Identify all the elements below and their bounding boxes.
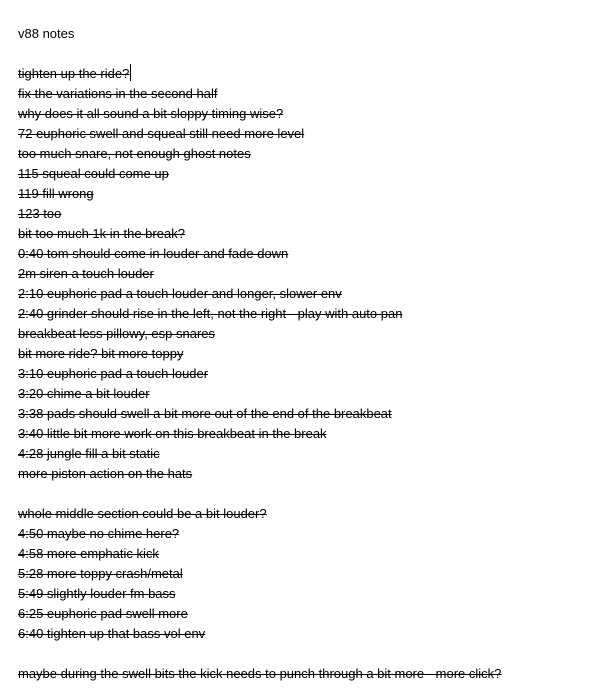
note-line	[18, 264, 583, 284]
note-text: 72 euphoric swell and squeal still need more level	[18, 126, 305, 141]
note-text: too much snare, not enough ghost notes	[18, 146, 251, 161]
note-line	[18, 564, 583, 584]
note-text: whole middle section could be a bit louder?	[18, 506, 267, 521]
note-text: 3:10 euphoric pad a touch louder	[18, 366, 209, 381]
note-line	[18, 144, 583, 164]
note-line	[18, 544, 583, 564]
note-text: more piston action on the hats	[18, 466, 193, 481]
note-text: 119 fill wrong	[18, 186, 94, 201]
blank-line	[18, 44, 583, 64]
note-text: 6:40 tighten up that bass vol env	[18, 626, 206, 641]
note-line	[18, 404, 583, 424]
note-line	[18, 84, 583, 104]
note-line	[18, 204, 583, 224]
notes-group	[18, 664, 583, 684]
note-line	[18, 624, 583, 644]
note-line	[18, 64, 583, 84]
note-text: fix the variations in the second half	[18, 86, 218, 101]
note-text: 2m siren a touch louder	[18, 266, 154, 281]
note-text: breakbeat less pillowy, esp snares	[18, 326, 216, 341]
note-text: bit too much 1k in the break?	[18, 226, 185, 241]
note-line	[18, 584, 583, 604]
note-text: 5:28 more toppy crash/metal	[18, 566, 183, 581]
note-text: 115 squeal could come up	[18, 166, 169, 181]
note-line	[18, 124, 583, 144]
note-line	[18, 304, 583, 324]
note-text: 3:40 little bit more work on this breakbeat in the break	[18, 426, 327, 441]
note-text: 5:49 slightly louder fm bass	[18, 586, 176, 601]
text-cursor	[130, 64, 131, 81]
note-text: tighten up the ride?	[18, 66, 130, 81]
note-line	[18, 184, 583, 204]
note-line	[18, 604, 583, 624]
note-line	[18, 424, 583, 444]
note-text: 2:40 grinder should rise in the left, not the right - play with auto pan	[18, 306, 403, 321]
note-text: 3:38 pads should swell a bit more out of the end of the breakbeat	[18, 406, 392, 421]
note-line	[18, 664, 583, 684]
note-line	[18, 104, 583, 124]
note-text: 4:50 maybe no chime here?	[18, 526, 180, 541]
note-text: 6:25 euphoric pad swell more	[18, 606, 188, 621]
note-line	[18, 224, 583, 244]
note-text: why does it all sound a bit sloppy timing wise?	[18, 106, 284, 121]
note-line	[18, 244, 583, 264]
note-text: bit more ride? bit more toppy	[18, 346, 184, 361]
note-text: 4:28 jungle fill a bit static	[18, 446, 160, 461]
note-line	[18, 444, 583, 464]
note-line	[18, 324, 583, 344]
notes-list	[18, 64, 583, 684]
notes-group	[18, 64, 583, 484]
document-title: v88 notes	[18, 26, 75, 41]
note-text: 4:58 more emphatic kick	[18, 546, 159, 561]
note-text: maybe during the swell bits the kick needs to punch through a bit more - more click?	[18, 666, 502, 681]
note-text: 2:10 euphoric pad a touch louder and longer, slower env	[18, 286, 342, 301]
note-line	[18, 164, 583, 184]
document-body[interactable]	[18, 24, 583, 684]
note-line	[18, 384, 583, 404]
note-text: 0:40 tom should come in louder and fade down	[18, 246, 289, 261]
note-line	[18, 284, 583, 304]
note-text: 123 too	[18, 206, 62, 221]
note-line	[18, 464, 583, 484]
note-line	[18, 504, 583, 524]
notes-group	[18, 504, 583, 644]
note-text: 3:20 chime a bit louder	[18, 386, 150, 401]
note-line	[18, 524, 583, 544]
note-line	[18, 364, 583, 384]
note-line	[18, 344, 583, 364]
